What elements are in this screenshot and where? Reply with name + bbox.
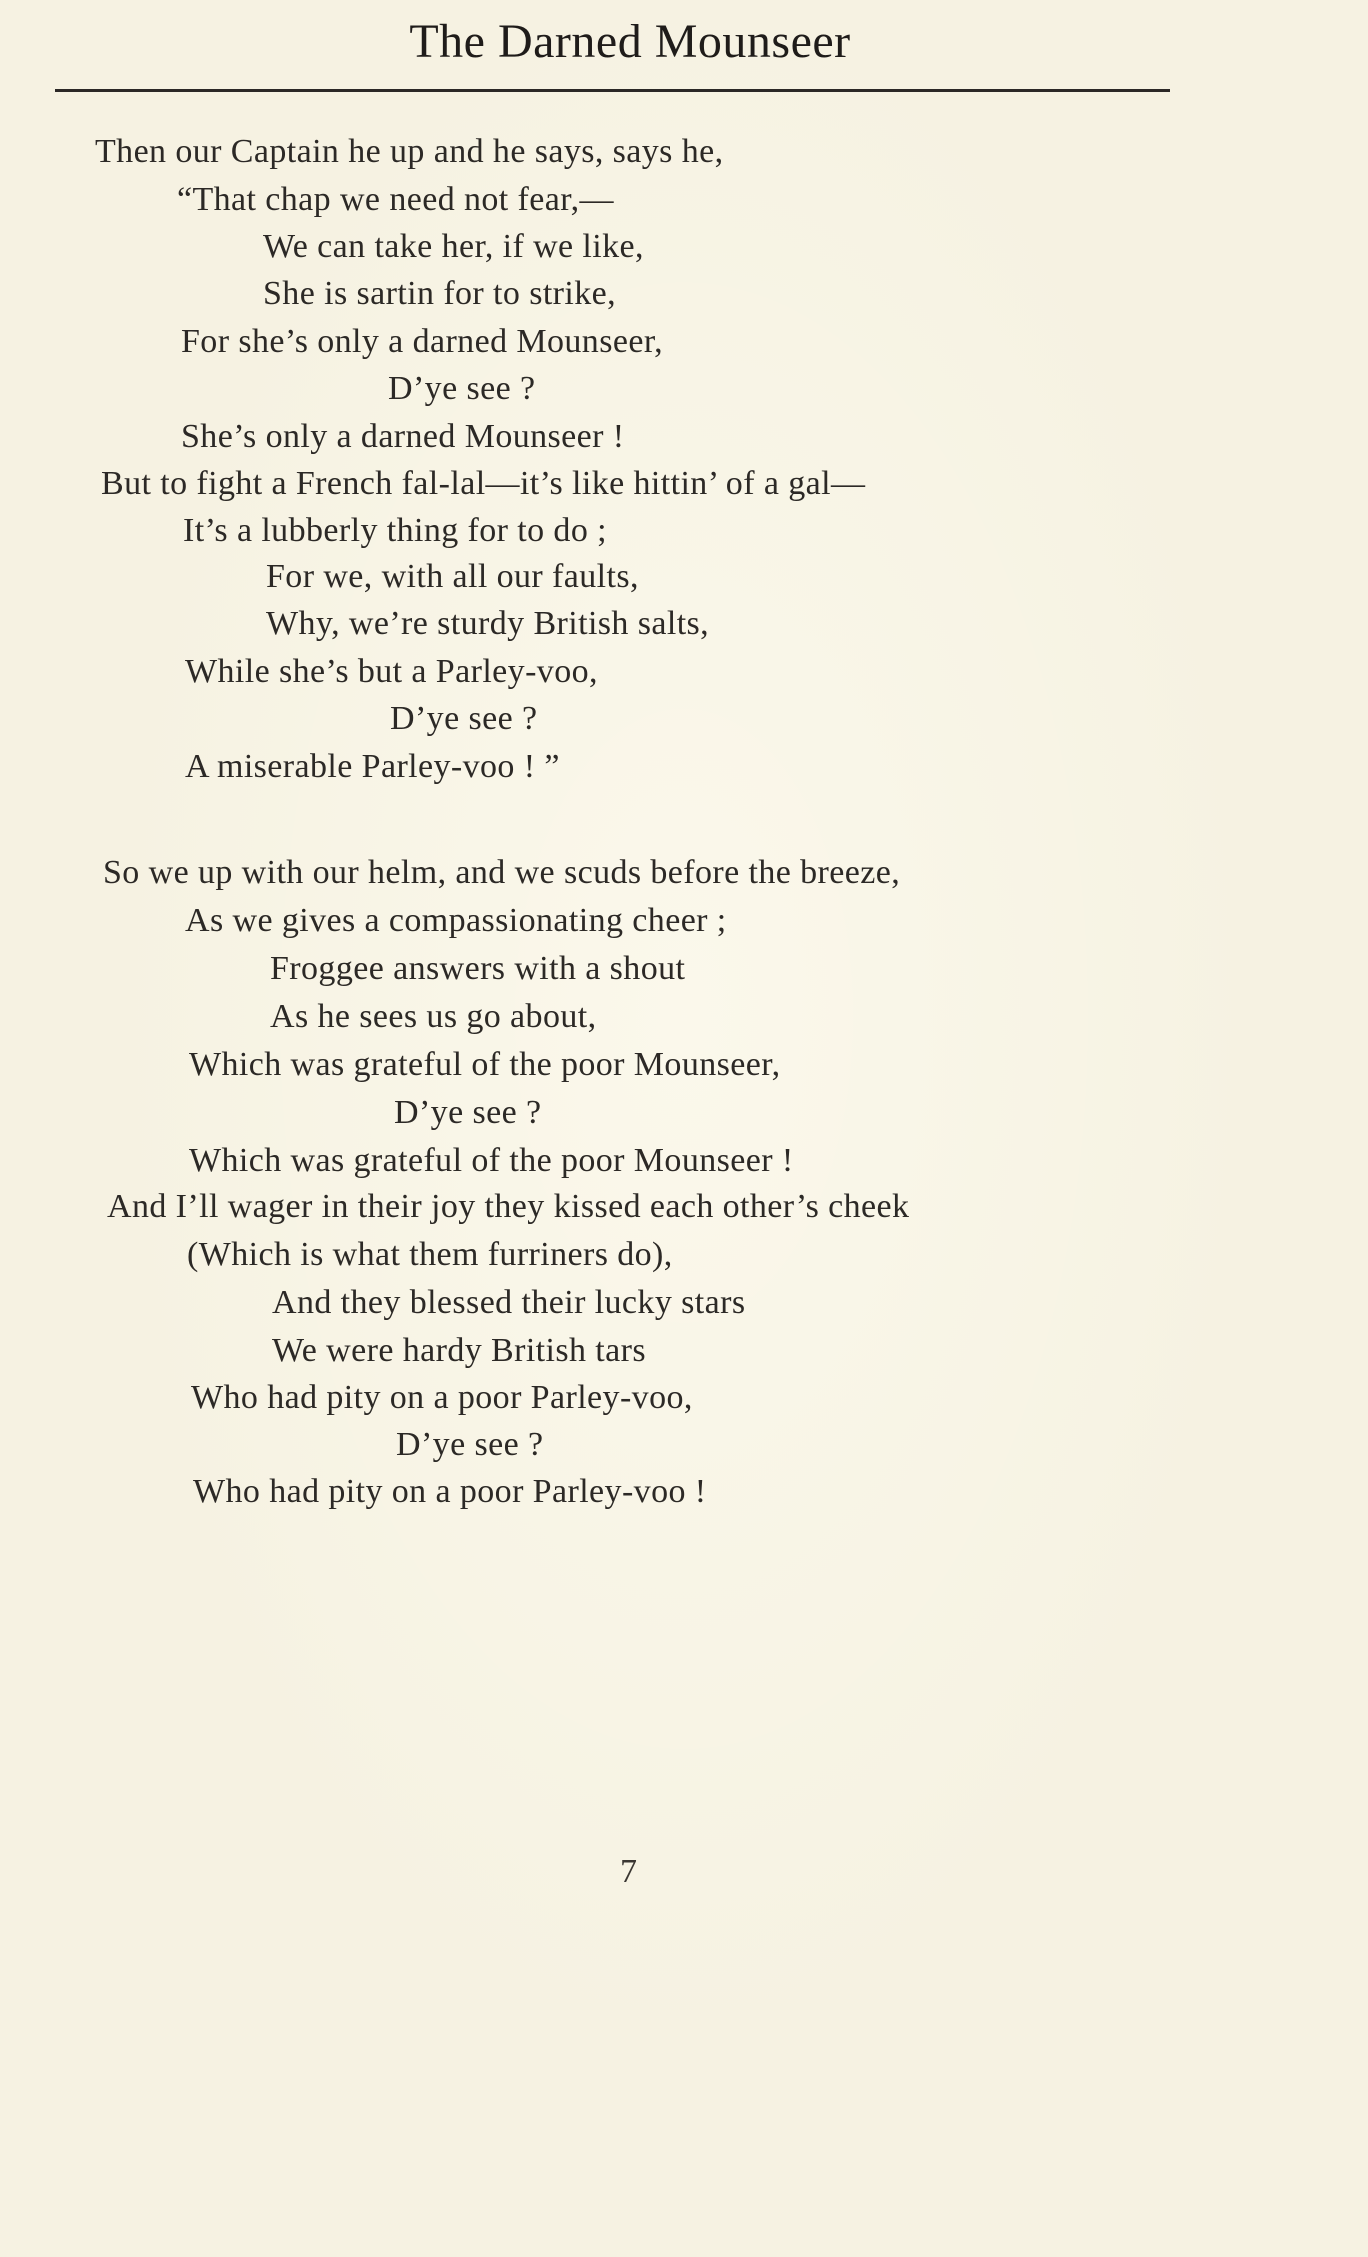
poem-line: Then our Captain he up and he says, says he, xyxy=(95,133,724,170)
poem-line: “That chap we need not fear,— xyxy=(177,181,614,218)
poem-line: She is sartin for to strike, xyxy=(263,275,617,312)
poem-line: And they blessed their lucky stars xyxy=(272,1284,746,1321)
poem-line: Who had pity on a poor Parley-voo, xyxy=(191,1379,693,1416)
poem-line: A miserable Parley-voo ! ” xyxy=(185,748,560,785)
poem-line: But to fight a French fal-lal—it’s like hittin’ of a gal— xyxy=(101,465,866,502)
poem-line: She’s only a darned Mounseer ! xyxy=(181,418,625,455)
poem-line: D’ye see ? xyxy=(388,370,536,407)
poem-line: Who had pity on a poor Parley-voo ! xyxy=(193,1473,707,1510)
poem-line: As we gives a compassionating cheer ; xyxy=(185,902,727,939)
poem-line: It’s a lubberly thing for to do ; xyxy=(183,512,607,549)
poem-line: As he sees us go about, xyxy=(270,998,597,1035)
poem-line: While she’s but a Parley-voo, xyxy=(185,653,598,690)
poem-line: D’ye see ? xyxy=(396,1426,544,1463)
poem-line: (Which is what them furriners do), xyxy=(187,1236,673,1273)
poem-line: Which was grateful of the poor Mounseer ! xyxy=(189,1142,794,1179)
poem-line: Which was grateful of the poor Mounseer, xyxy=(189,1046,781,1083)
poem-line: We can take her, if we like, xyxy=(263,228,644,265)
poem-line: So we up with our helm, and we scuds before the breeze, xyxy=(103,854,901,891)
poem-line: D’ye see ? xyxy=(394,1094,542,1131)
header-rule xyxy=(55,89,1170,92)
poem-line: We were hardy British tars xyxy=(272,1332,646,1369)
poem-line: Why, we’re sturdy British salts, xyxy=(266,605,710,642)
poem-line: For she’s only a darned Mounseer, xyxy=(181,323,664,360)
poem-line: Froggee answers with a shout xyxy=(270,950,686,987)
poem-line: D’ye see ? xyxy=(390,700,538,737)
running-header: The Darned Mounseer xyxy=(409,15,851,68)
page-number: 7 xyxy=(620,1853,637,1890)
poem-line: For we, with all our faults, xyxy=(266,558,639,595)
poem-line: And I’ll wager in their joy they kissed each other’s cheek xyxy=(107,1188,910,1225)
